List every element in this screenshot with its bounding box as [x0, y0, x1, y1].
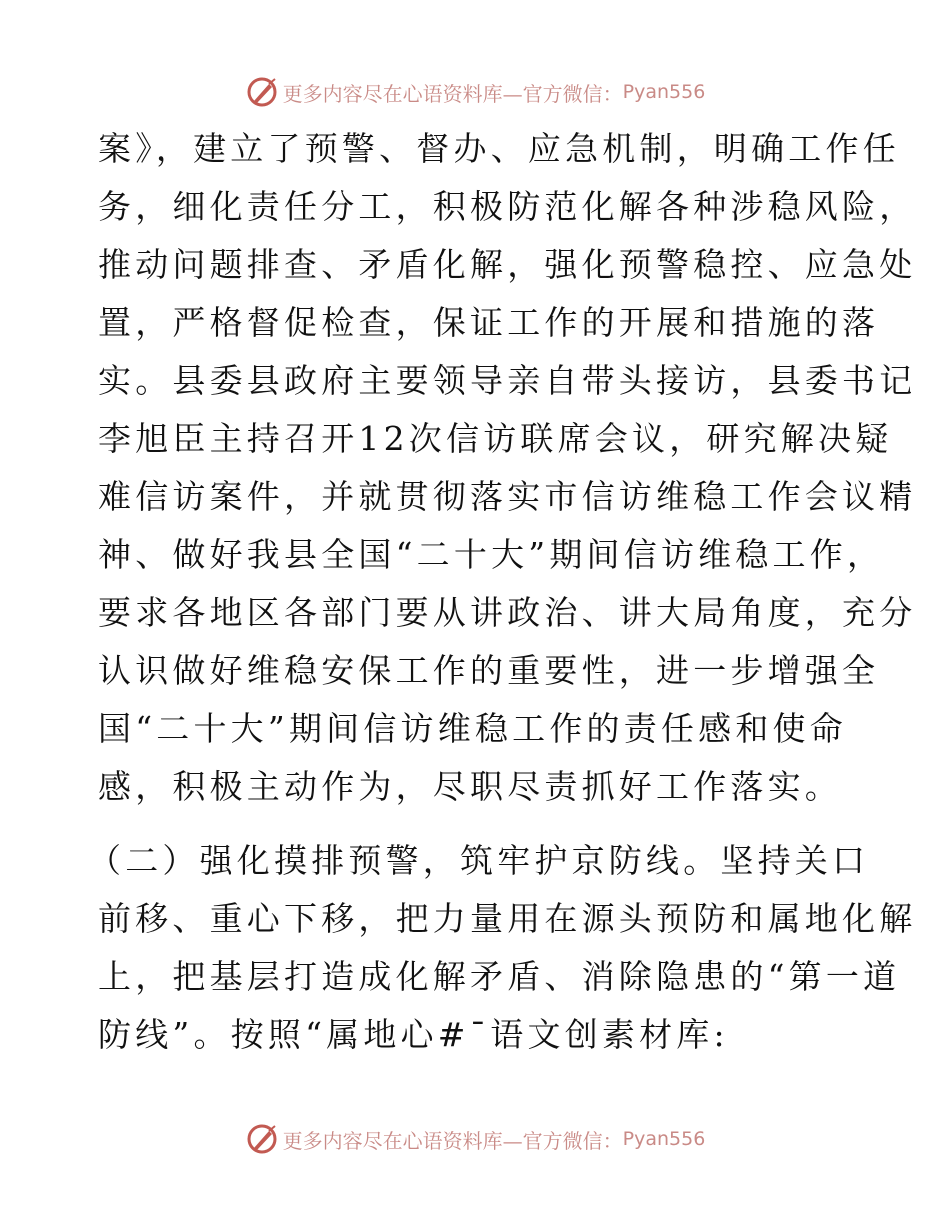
text-line: 感，积极主动作为，尽职尽责抓好工作落实。 [98, 767, 842, 806]
text-line: 认识做好维稳安保工作的重要性，进一步增强全 [98, 651, 880, 690]
text-line: 务，细化责任分工，积极防范化解各种涉稳风险， [98, 187, 917, 226]
text-line: 前移、重心下移，把力量用在源头预防和属地化解 [98, 899, 917, 938]
text-line: 上，把基层打造成化解矛盾、消除隐患的“第一道 [98, 957, 901, 996]
quill-logo-icon [245, 75, 279, 109]
paragraph [88, 832, 917, 1064]
text-line: 置，严格督促检查，保证工作的开展和措施的落 [98, 303, 880, 342]
text-line: 防线”。按照“属地心#¯语文创素材库: [98, 1015, 729, 1054]
text-line: 神、做好我县全国“二十大”期间信访维稳工作， [98, 535, 885, 574]
watermark-text: 更多内容尽在心语资料库—官方微信： [282, 1128, 623, 1153]
document-body [88, 120, 917, 1064]
text-line: 实。县委县政府主要领导亲自带头接访，县委书记 [98, 361, 917, 400]
text-line: 推动问题排查、矛盾化解，强化预警稳控、应急处 [98, 245, 917, 284]
watermark-handle: Pyan556 [622, 1128, 706, 1150]
text-line: 难信访案件，并就贯彻落实市信访维稳工作会议精 [98, 477, 917, 516]
text-line: 案》，建立了预警、督办、应急机制，明确工作任 [98, 129, 900, 168]
text-line: 要求各地区各部门要从讲政治、讲大局角度，充分 [98, 593, 917, 632]
watermark-handle: Pyan556 [622, 81, 706, 103]
quill-logo-icon [245, 1122, 279, 1156]
header-watermark [0, 70, 950, 114]
watermark-text: 更多内容尽在心语资料库—官方微信： [282, 81, 623, 106]
text-line: 国“二十大”期间信访维稳工作的责任感和使命 [98, 709, 847, 748]
section-heading-line: （二）强化摸排预警，筑牢护京防线。坚持关口 [88, 841, 870, 880]
text-line: 李旭臣主持召开12次信访联席会议，研究解决疑 [98, 419, 893, 458]
paragraph [98, 120, 917, 816]
footer-watermark [0, 1117, 950, 1161]
